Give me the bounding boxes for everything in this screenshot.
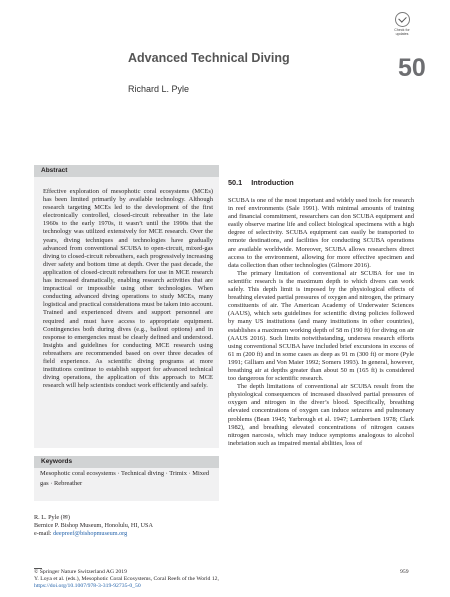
check-for-updates-badge[interactable] bbox=[387, 12, 417, 46]
keywords-heading: Keywords bbox=[34, 456, 219, 468]
chapter-title: Advanced Technical Diving bbox=[128, 51, 290, 65]
copyright: © Springer Nature Switzerland AG 2019 bbox=[34, 569, 127, 575]
paragraph: SCUBA is one of the most important and widely used tools for research in reef environments (Sale 1991). With minimal amounts of training and financial commitment, researchers can don SCUBA equipment and easily observe marine life and collect biological specimens with a high degree of selectivity. SCUBA equipment can easily be transported to remote destinations, and facilities for conducting SCUBA operations are available worldwide. Moreover, SCUBA allows researchers direct access to the environment, allowing for more effective specimen and data collection than other technologies (Gilmore 2016). bbox=[228, 197, 414, 269]
paragraph: The depth limitations of conventional air SCUBA result from the physiological consequences of increased dissolved partial pressures of oxygen and nitrogen in the diver’s blood. Specifically, breathing elevated concentrations of oxygen can induce seizures and pulmonary problems (Bean 1945; Yarbrough et al. 1947; Lambertsen 1978; Clark 1982), and breathing elevated concentrations of nitrogen causes nitrogen narcosis, which may induce symptoms analogous to alcohol inebriation such as impaired mental abilities, loss of bbox=[228, 383, 414, 447]
email-link[interactable]: deepreef@bishopmuseum.org bbox=[53, 529, 128, 537]
paragraph: The primary limitation of conventional air SCUBA for use in scientific research is the maximum depth to which divers can work safely. This depth limit is imposed by the physiological effects of breathing elevated partial pressures of oxygen and nitrogen, the primary constituents of air. The American Academy of Underwater Sciences (AAUS), which sets guidelines for scientific diving policies followed by many US institutions (and many institutions in other countries), establishes a maximum working depth of 58 m (190 ft) for diving on air (AAUS 2016). Such limits notwithstanding, undersea research efforts using conventional SCUBA have included brief excursions in excess of 61 m (200 ft) and in some cases as deep as 91 m (300 ft) or more (Pyle 1991; Gilliam and Von Maier 1992; Somers 1993). In general, however, breathing air at depths greater than about 50 m (165 ft) is considered too dangerous for scientific research. bbox=[228, 269, 414, 383]
doi-link[interactable]: https://doi.org/10.1007/978-3-319-92735-0_50 bbox=[34, 583, 141, 590]
section-body bbox=[228, 197, 414, 448]
page-number: 959 bbox=[400, 569, 409, 575]
citation: Y. Loya et al. (eds.), Mesophotic Coral Ecosystems, Coral Reefs of the World 12, bbox=[34, 576, 219, 583]
section-number: 50.1 bbox=[228, 178, 243, 187]
abstract-text: Effective exploration of mesophotic coral ecosystems (MCEs) has been limited primarily by available technology. Although research targeting MCEs led to the development of the first electronically controlled, closed-circuit rebreather in the late 1960s to the early 1970s, it wasn’t until the 1990s that the technology was utilized extensively for MCE research. Over the years, diving techniques and technologies have gradually advanced from conventional SCUBA to open-circuit, mixed-gas diving to closed-circuit rebreathers, each progressively increasing diver safety and bottom time at depth. Over the past decade, the application of closed-circuit rebreathers for use in MCE research has increased dramatically, enabling research activities that are impractical or impossible using other technologies. When conducting advanced diving operations to study MCEs, many logistical and practical considerations must be taken into account. Trained and experienced divers and support personnel are required and must have access to appropriate equipment. Contingencies both during dives (e.g., bailout options) and in response to emergencies must be clearly defined and understood. Insights and guidelines for conducting MCE research using rebreathers are recommended based on over three decades of field experience. As scientific diving programs at more institutions continue to establish support for advanced technical diving operations, the application of this approach to MCE research will help scientists conduct work efficiently and safely. bbox=[43, 188, 213, 390]
abstract-heading: Abstract bbox=[34, 165, 219, 177]
footer bbox=[34, 569, 334, 590]
affiliation-name: R. L. Pyle (✉) bbox=[34, 514, 70, 521]
check-icon bbox=[395, 12, 410, 27]
section-heading bbox=[228, 178, 294, 187]
email-label: e-mail: bbox=[34, 529, 54, 537]
section-title: Introduction bbox=[251, 178, 294, 187]
badge-label: Check for updates bbox=[394, 28, 410, 36]
author-affiliation bbox=[34, 514, 224, 538]
author-name: Richard L. Pyle bbox=[128, 84, 190, 94]
chapter-number: 50 bbox=[398, 54, 426, 82]
affiliation-institution: Bernice P. Bishop Museum, Honolulu, HI, USA bbox=[34, 521, 153, 529]
keywords-text: Mesophotic coral ecosystems · Technical diving · Trimix · Mixed gas · Rebreather bbox=[40, 470, 210, 487]
affiliation-email-line bbox=[34, 530, 224, 538]
